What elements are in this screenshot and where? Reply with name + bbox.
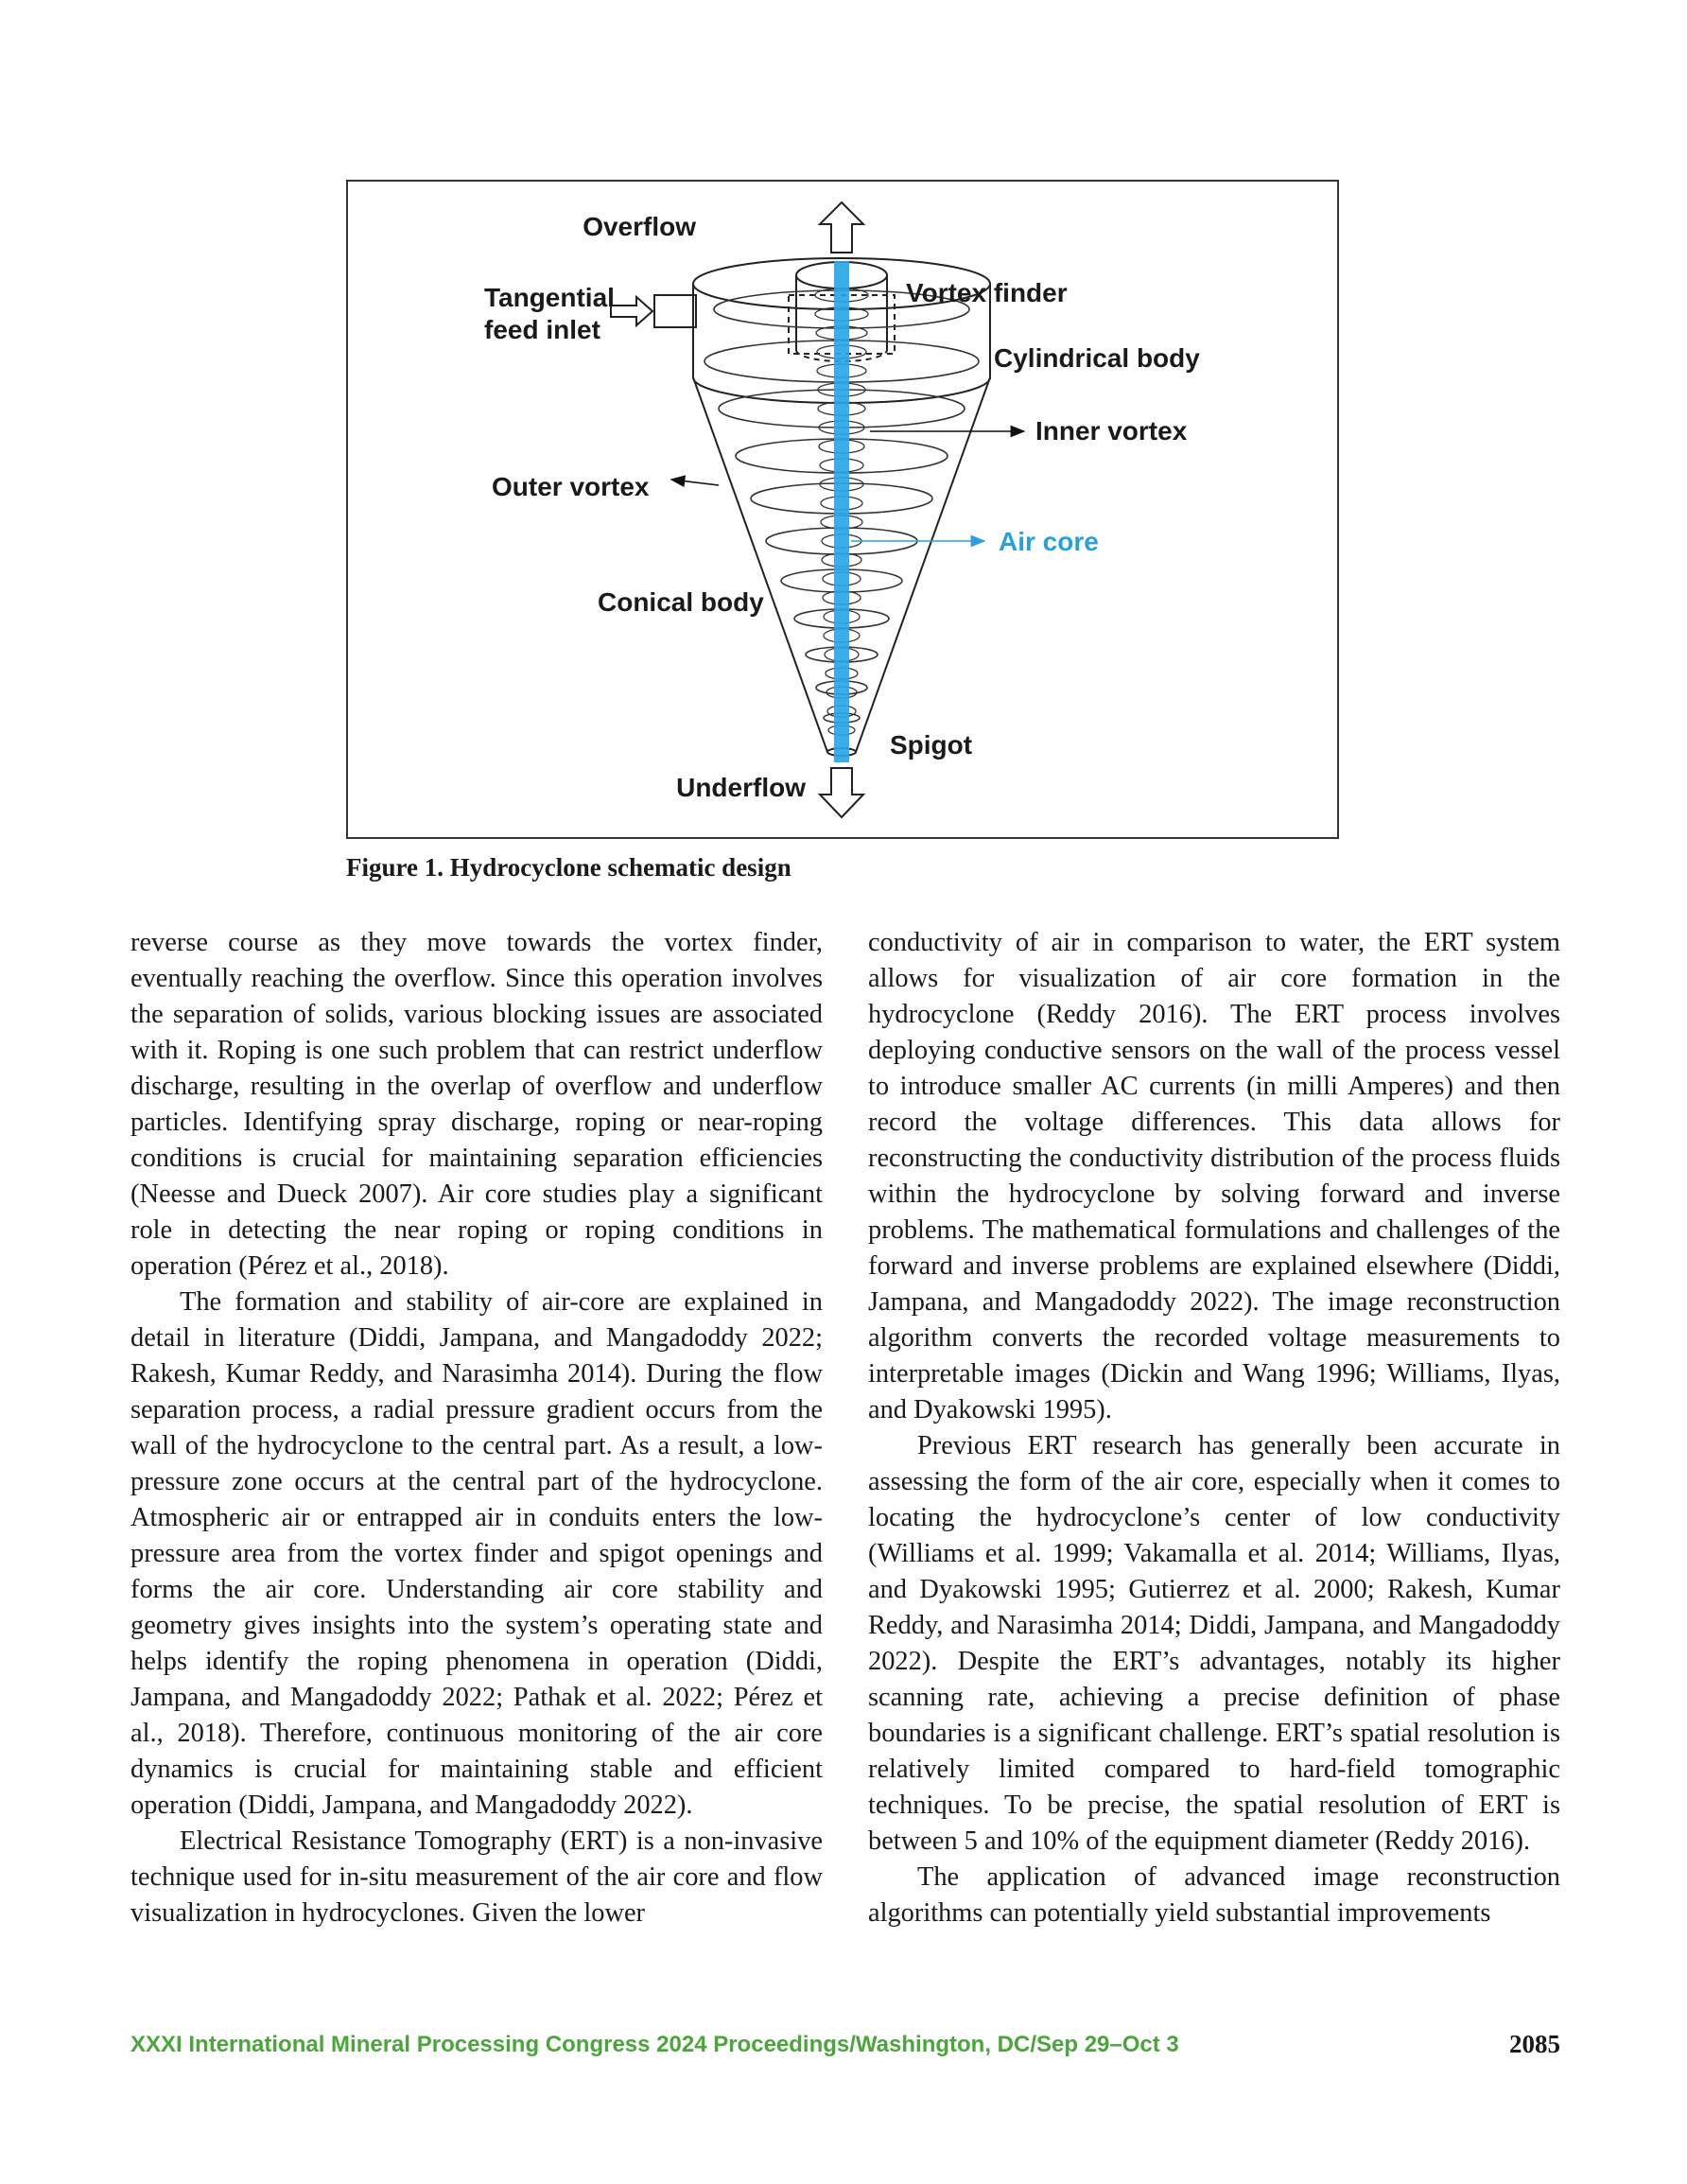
feed-arrow-icon bbox=[611, 297, 652, 325]
paragraph: The formation and stability of air-core are explained in detail in literature (Diddi, Jampana, and Mangadoddy 2022; Rakesh, Kumar Reddy, and Narasimha 2014). During the flow separation process, a radial pressure gradient occurs from the wall of the hydrocyclone to the central part. As a result, a low-pressure zone occurs at the central part of the hydrocyclone. Atmospheric air or entrapped air in conduits enters the low-pressure area from the vortex finder and spigot openings and forms the air core. Understanding air core stability and geometry gives insights into the system’s operating state and helps identify the roping phenomena in operation (Diddi, Jampana, and Mangadoddy 2022; Pathak et al. 2022; Pérez et al., 2018). Therefore, continuous monitoring of the air core dynamics is crucial for maintaining stable and efficient operation (Diddi, Jampana, and Mangadoddy 2022). bbox=[130, 1287, 823, 1820]
paragraph: Previous ERT research has generally been accurate in assessing the form of the air core, especially when it comes to locating the hydrocyclone’s center of low conductivity (Williams et al. 1999; Vakamalla et al. 2014; Williams, Ilyas, and Dyakowski 1995; Gutierrez et al. 2000; Rakesh, Kumar Reddy, and Narasimha 2014; Diddi, Jampana, and Mangadoddy 2022). Despite the ERT’s advantages, notably its higher scanning rate, achieving a precise definition of phase boundaries is a significant challenge. ERT’s spatial resolution is relatively limited compared to hard-field tomographic techniques. To be precise, the spatial resolution of ERT is between 5 and 10% of the equipment diameter (Reddy 2016). bbox=[868, 1431, 1560, 1856]
paragraph: reverse course as they move towards the vortex finder, eventually reaching the overflow. Since this operation involves the separation of solids, various blocking issues are associated with it. Roping is one such problem that can restrict underflow discharge, resulting in the overlap of overflow and underflow particles. Identifying spray discharge, roping or near-roping conditions is crucial for maintaining separation efficiencies (Neesse and Dueck 2007). Air core studies play a significant role in detecting the near roping or roping conditions in operation (Pérez et al., 2018). bbox=[130, 928, 823, 1281]
overflow-arrow-icon bbox=[820, 202, 863, 253]
figure-caption: Figure 1. Hydrocyclone schematic design bbox=[346, 853, 791, 882]
right-column bbox=[868, 925, 1560, 1931]
underflow-arrow-icon bbox=[820, 768, 863, 817]
left-column bbox=[130, 925, 823, 1931]
label-conical-body: Conical body bbox=[598, 587, 764, 617]
inlet-box bbox=[654, 295, 696, 327]
page-number: 2085 bbox=[1509, 2030, 1560, 2058]
label-underflow: Underflow bbox=[676, 773, 806, 802]
label-outer-vortex: Outer vortex bbox=[492, 472, 650, 501]
label-feed-inlet: feed inlet bbox=[484, 315, 600, 344]
label-air-core: Air core bbox=[999, 527, 1099, 556]
label-inner-vortex: Inner vortex bbox=[1035, 416, 1188, 446]
label-cylindrical-body: Cylindrical body bbox=[994, 343, 1200, 373]
running-footer: XXXI International Mineral Processing Congress 2024 Proceedings/Washington, DC/Sep 29–Oct 3 bbox=[130, 2032, 1179, 2057]
label-spigot: Spigot bbox=[890, 730, 973, 760]
label-vortex-finder: Vortex finder bbox=[906, 278, 1068, 307]
label-tangential: Tangential bbox=[484, 283, 615, 312]
paragraph: Electrical Resistance Tomography (ERT) is a non-invasive technique used for in-situ measurement of the air core and flow visualization in hydrocyclones. Given the lower bbox=[130, 1826, 823, 1928]
outer-vortex-pointer bbox=[671, 480, 719, 485]
hydrocyclone-schematic bbox=[348, 182, 1337, 837]
figure-1 bbox=[346, 180, 1339, 839]
label-overflow: Overflow bbox=[583, 212, 696, 241]
air-core-column bbox=[834, 261, 849, 762]
paragraph: The application of advanced image reconstruction algorithms can potentially yield substantial improvements bbox=[868, 1862, 1560, 1928]
paragraph: conductivity of air in comparison to water, the ERT system allows for visualization of air core formation in the hydrocyclone (Reddy 2016). The ERT process involves deploying conductive sensors on the wall of the process vessel to introduce smaller AC currents (in milli Amperes) and then record the voltage differences. This data allows for reconstructing the conductivity distribution of the process fluids within the hydrocyclone by solving forward and inverse problems. The mathematical formulations and challenges of the forward and inverse problems are explained elsewhere (Diddi, Jampana, and Mangadoddy 2022). The image reconstruction algorithm converts the recorded voltage measurements to interpretable images (Dickin and Wang 1996; Williams, Ilyas, and Dyakowski 1995). bbox=[868, 928, 1560, 1424]
